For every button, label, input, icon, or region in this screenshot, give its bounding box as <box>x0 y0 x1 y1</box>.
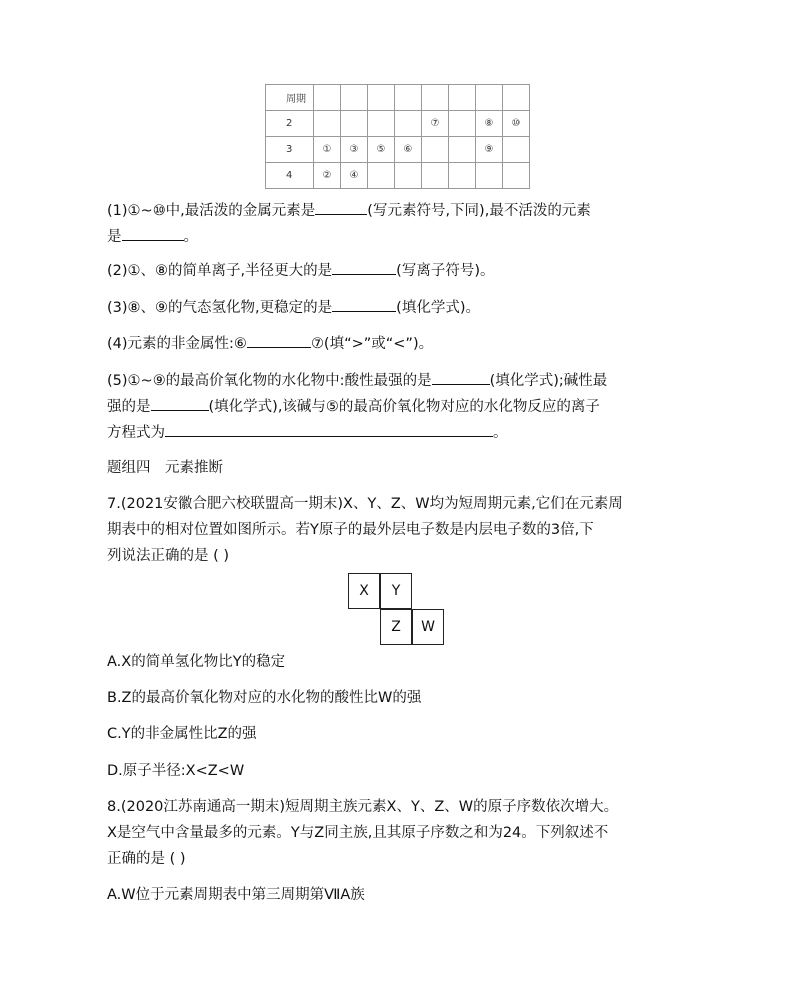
table-cell: ⑨ <box>476 137 503 163</box>
q4-line: (4)元素的非金属性:⑥ ⑦(填“>”或“<”)。 <box>107 333 433 354</box>
q2-line: (2)①、⑧的简单离子,半径更大的是 (写离子符号)。 <box>107 260 494 281</box>
table-cell: ⑥ <box>395 137 422 163</box>
table-cell <box>449 163 476 189</box>
q5-line3: 方程式为 。 <box>107 422 508 443</box>
table-cell <box>395 111 422 137</box>
table-cell <box>449 111 476 137</box>
q8-stem-line2: X是空气中含量最多的元素。Y与Z同主族,且其原子序数之和为24。下列叙述不 <box>107 825 609 841</box>
table-cell <box>395 163 422 189</box>
table-cell: ⑧ <box>476 111 503 137</box>
table-cell <box>314 111 341 137</box>
table-cell <box>449 137 476 163</box>
q8-stem-line1: 8.(2020江苏南通高一期末)短周期主族元素X、Y、Z、W的原子序数依次增大。 <box>107 799 619 815</box>
period-label: 2 <box>266 111 314 137</box>
cell-y: Y <box>380 573 412 609</box>
table-cell: ⑦ <box>422 111 449 137</box>
q7-stem-line1: 7.(2021安徽合肥六校联盟高一期末)X、Y、Z、W均为短周期元素,它们在元素周 <box>107 496 623 512</box>
answer-blank[interactable] <box>332 297 396 312</box>
q1-line2: 是 。 <box>107 226 198 247</box>
q5-line1: (5)①~⑨的最高价氧化物的水化物中:酸性最强的是 (填化学式);碱性最 <box>107 370 607 391</box>
period-label: 3 <box>266 137 314 163</box>
table-cell: ③ <box>341 137 368 163</box>
table-header-period: 周期 <box>266 85 314 111</box>
q7-option-b[interactable]: B.Z的最高价氧化物对应的水化物的酸性比W的强 <box>107 690 422 706</box>
table-cell <box>422 163 449 189</box>
period-label: 4 <box>266 163 314 189</box>
answer-blank[interactable] <box>151 396 209 411</box>
cell-z: Z <box>380 609 412 645</box>
q7-option-d[interactable]: D.原子半径:X<Z<W <box>107 763 245 779</box>
table-cell: ④ <box>341 163 368 189</box>
table-cell <box>476 163 503 189</box>
q5-line2: 强的是 (填化学式),该碱与⑤的最高价氧化物对应的水化物反应的离子 <box>107 396 600 417</box>
section-heading: 题组四 元素推断 <box>107 460 223 476</box>
q1-line1: (1)①~⑩中,最活泼的金属元素是 (写元素符号,下同),最不活泼的元素 <box>107 200 591 221</box>
q7-option-c[interactable]: C.Y的非金属性比Z的强 <box>107 726 257 742</box>
q7-stem-line2: 期表中的相对位置如图所示。若Y原子的最外层电子数是内层电子数的3倍,下 <box>107 522 594 538</box>
table-cell <box>503 137 530 163</box>
table-cell <box>368 111 395 137</box>
answer-blank[interactable] <box>315 200 367 215</box>
q3-line: (3)⑧、⑨的气态氢化物,更稳定的是 (填化学式)。 <box>107 297 480 318</box>
answer-blank[interactable] <box>247 333 311 348</box>
answer-blank[interactable] <box>332 260 396 275</box>
table-cell: ⑩ <box>503 111 530 137</box>
q7-option-a[interactable]: A.X的简单氢化物比Y的稳定 <box>107 654 286 670</box>
table-cell: ① <box>314 137 341 163</box>
answer-blank[interactable] <box>122 226 184 241</box>
cell-w: W <box>412 609 444 645</box>
periodic-table-excerpt <box>265 84 530 189</box>
table-cell <box>368 163 395 189</box>
table-cell <box>422 137 449 163</box>
answer-blank[interactable] <box>432 370 490 385</box>
table-cell: ② <box>314 163 341 189</box>
q8-option-a[interactable]: A.W位于元素周期表中第三周期第ⅦA族 <box>107 887 365 903</box>
table-cell: ⑤ <box>368 137 395 163</box>
cell-x: X <box>348 573 380 609</box>
q7-stem-line3: 列说法正确的是 ( ) <box>107 548 230 564</box>
q8-stem-line3: 正确的是 ( ) <box>107 851 186 867</box>
table-cell <box>341 111 368 137</box>
answer-blank[interactable] <box>165 422 493 437</box>
table-cell <box>503 163 530 189</box>
